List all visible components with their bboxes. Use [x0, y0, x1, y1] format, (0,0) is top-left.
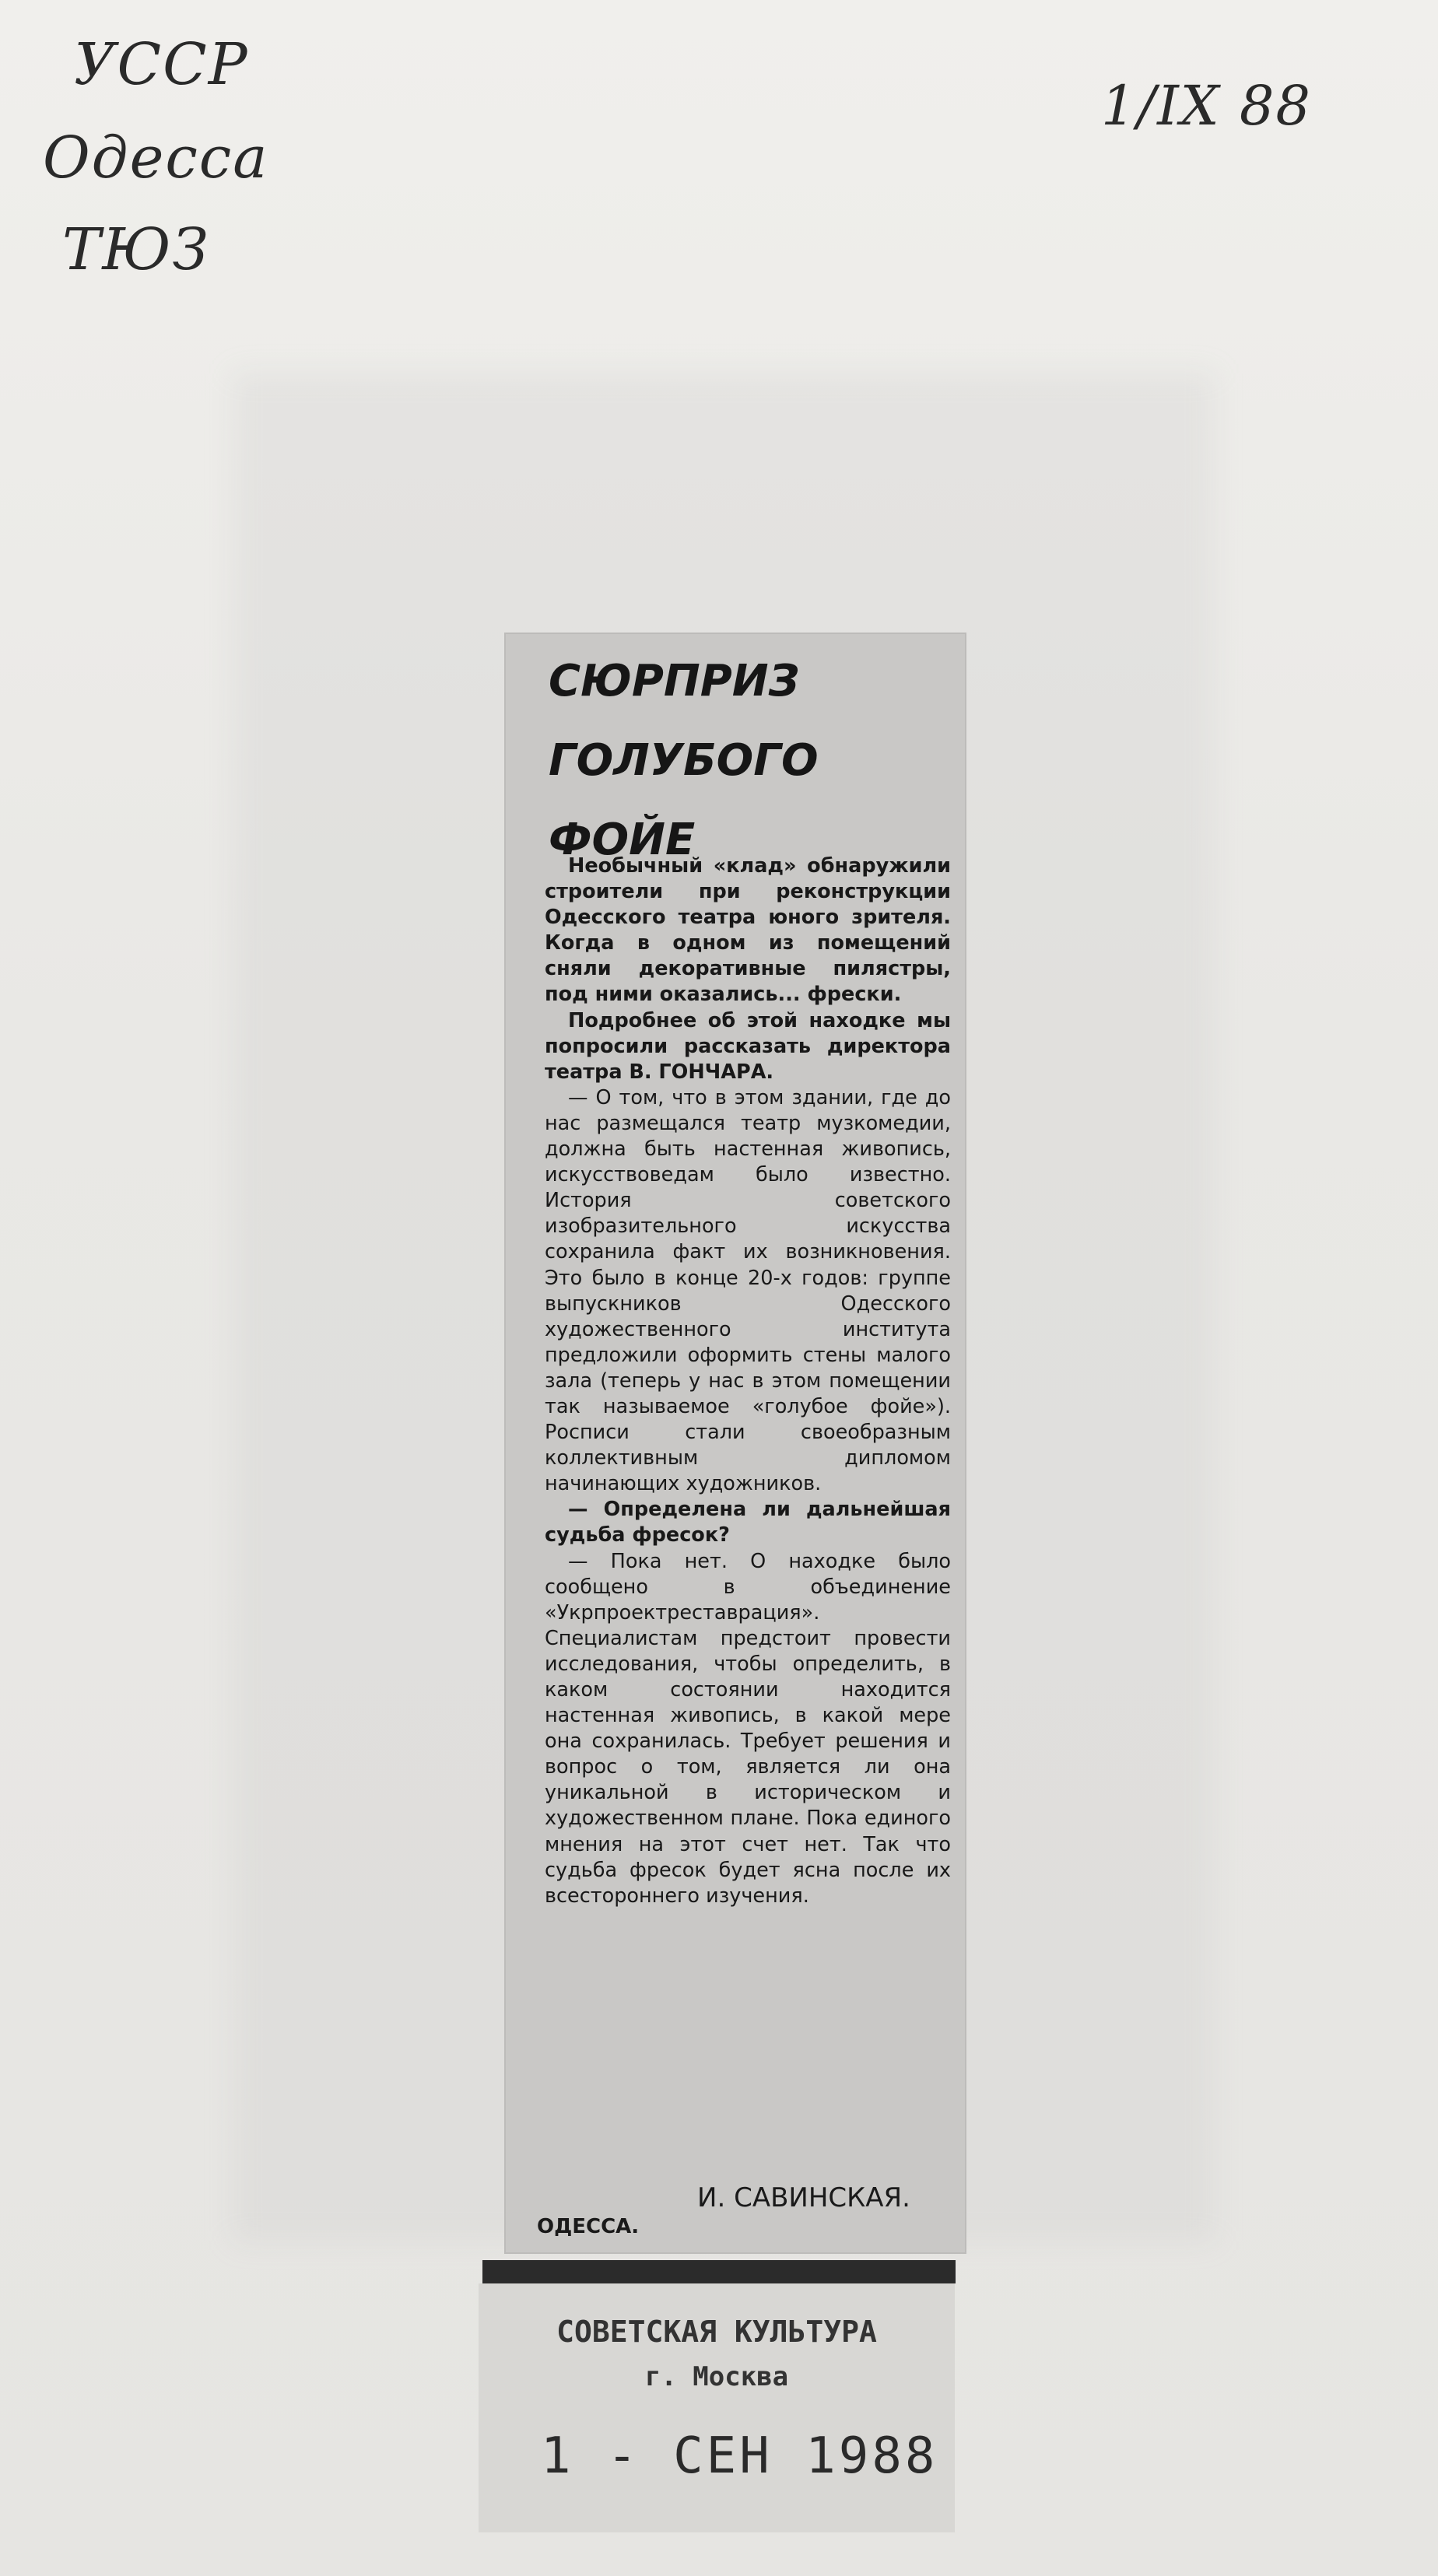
- headline-line: ФОЙЕ: [549, 815, 696, 865]
- article-headline: [549, 642, 819, 880]
- handwritten-theatre: ТЮЗ: [62, 216, 210, 283]
- publication-stamp: [479, 2283, 955, 2532]
- newspaper-clipping: [506, 634, 965, 2252]
- article-place: ОДЕССА.: [537, 2215, 640, 2238]
- article-intro: Подробнее об этой находке мы попросили рассказать директора театра В. ГОНЧАРА.: [545, 1008, 951, 1084]
- interview-question: — Определена ли дальнейшая судьба фресок?: [545, 1498, 951, 1547]
- handwritten-date: 1/IX 88: [1101, 74, 1312, 138]
- article-body: [545, 853, 951, 1909]
- headline-line: СЮРПРИЗ: [549, 656, 800, 706]
- black-divider: [482, 2260, 956, 2283]
- stamp-city: г. Москва: [644, 2361, 789, 2392]
- article-paragraph: — О том, что в этом здании, где до нас размещался театр музкомедии, должна быть настенная живопись, искусствоведам было известно. История советского изобразительного искусства сохранила факт их возникновения. Это было в конце 20-х годов: группе выпускников Одесского художественного института предложили оформить стены малого зала (теперь у нас в этом помещении так называемое «голубое фойе»). Росписи стали своеобразным коллективным дипломом начинающих художников.: [545, 1085, 951, 1496]
- article-paragraph: — Пока нет. О находке было сообщено в объединение «Укрпроектреставрация». Специалистам предстоит провести исследования, чтобы определить, в каком состоянии находится настенная живопись, в какой мере она сохранилась. Требует решения и вопрос о том, является ли она уникальной в историческом и художественном плане. Пока единого мнения на этот счет нет. Так что судьба фресок будет ясна после их всестороннего изучения.: [545, 1549, 951, 1908]
- article-author: И. САВИНСКАЯ.: [697, 2182, 910, 2213]
- stamp-publication: СОВЕТСКАЯ КУЛЬТУРА: [556, 2315, 877, 2349]
- headline-line: ГОЛУБОГО: [549, 735, 819, 786]
- stamp-date: 1 - СЕН 1988: [541, 2427, 938, 2485]
- handwritten-city: Одесса: [43, 124, 269, 191]
- article-lead: Необычный «клад» обнаружили строители при реконструкции Одесского театра юного зрителя. Когда в одном из помещений сняли декоративные пилястры, под ними оказались... фрески.: [545, 854, 951, 1007]
- handwritten-region: УССР: [74, 31, 249, 98]
